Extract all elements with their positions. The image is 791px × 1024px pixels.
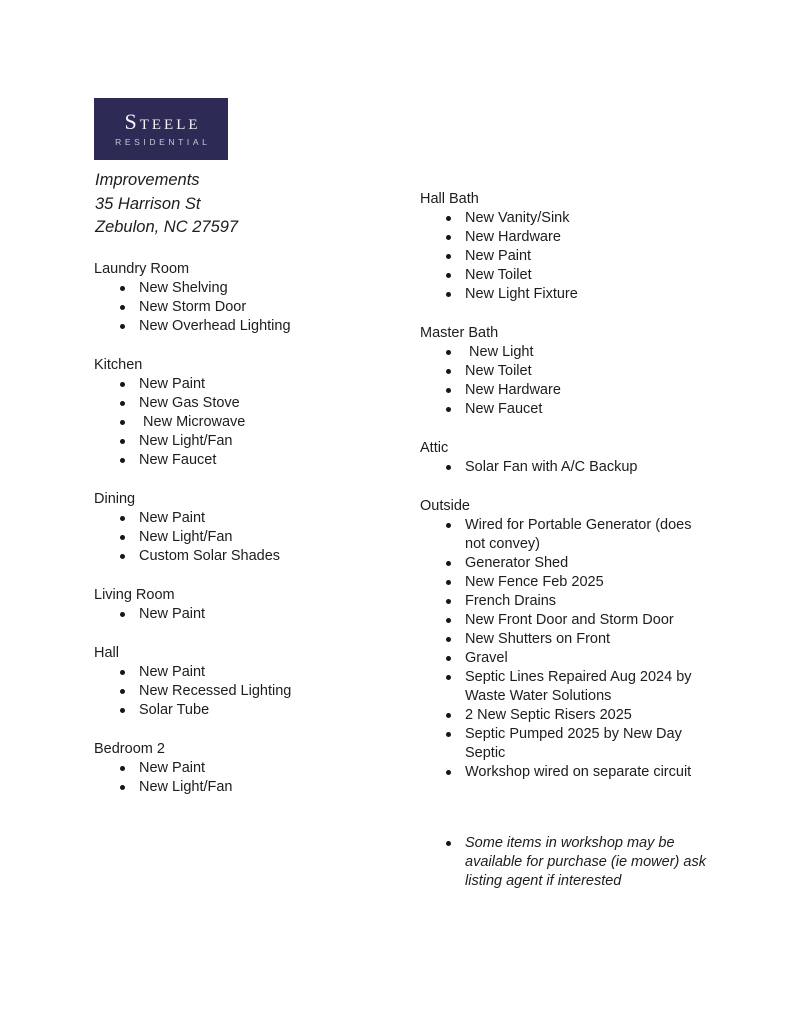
section-title: Attic bbox=[420, 440, 449, 456]
list-item: New Vanity/Sink bbox=[420, 209, 711, 228]
list-item: New Paint bbox=[94, 605, 385, 624]
document-header bbox=[95, 169, 238, 240]
item-list bbox=[420, 209, 732, 304]
list-item: New Faucet bbox=[94, 451, 385, 470]
list-item: New Recessed Lighting bbox=[94, 682, 385, 701]
list-item: New Light/Fan bbox=[94, 778, 385, 797]
list-item: Workshop wired on separate circuit bbox=[420, 763, 711, 782]
list-item: 2 New Septic Risers 2025 bbox=[420, 706, 711, 725]
item-list bbox=[420, 458, 732, 477]
list-item: Custom Solar Shades bbox=[94, 547, 385, 566]
list-item: New Toilet bbox=[420, 266, 711, 285]
section-master-bath bbox=[420, 324, 732, 419]
list-item: New Hardware bbox=[420, 228, 711, 247]
list-item: New Front Door and Storm Door bbox=[420, 611, 711, 630]
list-item: New Storm Door bbox=[94, 298, 385, 317]
list-item: Solar Tube bbox=[94, 701, 385, 720]
list-item: New Gas Stove bbox=[94, 394, 385, 413]
list-item: New Paint bbox=[420, 247, 711, 266]
item-list bbox=[420, 834, 732, 891]
item-list bbox=[94, 605, 406, 624]
item-list bbox=[94, 663, 406, 720]
list-item: French Drains bbox=[420, 592, 711, 611]
list-item: New Light/Fan bbox=[94, 528, 385, 547]
logo-tagline: RESIDENTIAL bbox=[115, 137, 211, 148]
item-list bbox=[420, 343, 732, 419]
list-item: New Light/Fan bbox=[94, 432, 385, 451]
section-title: Dining bbox=[94, 491, 136, 507]
list-item: New Paint bbox=[94, 375, 385, 394]
address-line-1: 35 Harrison St bbox=[95, 194, 201, 213]
list-item: New Light bbox=[420, 343, 711, 362]
list-item: New Light Fixture bbox=[420, 285, 711, 304]
list-item: New Fence Feb 2025 bbox=[420, 573, 711, 592]
section-living-room bbox=[94, 586, 406, 624]
left-column bbox=[94, 260, 406, 817]
list-item: Some items in workshop may be available for purchase (ie mower) ask listing agent if interested bbox=[420, 834, 711, 891]
list-item: New Shelving bbox=[94, 279, 385, 298]
item-list bbox=[94, 509, 406, 566]
list-item: New Paint bbox=[94, 663, 385, 682]
item-list bbox=[94, 279, 406, 336]
section-hall bbox=[94, 644, 406, 720]
list-item: New Microwave bbox=[94, 413, 385, 432]
section-bedroom-2 bbox=[94, 740, 406, 797]
address-line-2: Zebulon, NC 27597 bbox=[95, 218, 239, 236]
logo bbox=[94, 98, 228, 160]
section-title: Outside bbox=[420, 498, 470, 514]
section-title: Master Bath bbox=[420, 325, 499, 341]
list-item: New Faucet bbox=[420, 400, 711, 419]
list-item: Generator Shed bbox=[420, 554, 711, 573]
list-item: Septic Pumped 2025 by New Day Septic bbox=[420, 725, 711, 763]
right-column bbox=[420, 190, 732, 891]
section-title: Hall Bath bbox=[420, 191, 479, 207]
list-item: Septic Lines Repaired Aug 2024 by Waste Water Solutions bbox=[420, 668, 711, 706]
list-item: New Overhead Lighting bbox=[94, 317, 385, 336]
list-item: New Hardware bbox=[420, 381, 711, 400]
page-title: Improvements bbox=[95, 171, 200, 189]
list-item: New Paint bbox=[94, 509, 385, 528]
logo-name: Steele bbox=[124, 109, 201, 135]
footnote bbox=[420, 834, 732, 891]
section-laundry-room bbox=[94, 260, 406, 336]
section-attic bbox=[420, 439, 732, 477]
section-hall-bath bbox=[420, 190, 732, 304]
section-title: Bedroom 2 bbox=[94, 741, 165, 757]
list-item: New Paint bbox=[94, 759, 385, 778]
section-title: Hall bbox=[94, 645, 119, 661]
section-kitchen bbox=[94, 356, 406, 470]
item-list bbox=[94, 375, 406, 470]
item-list bbox=[94, 759, 406, 797]
section-title: Laundry Room bbox=[94, 261, 190, 277]
section-title: Living Room bbox=[94, 587, 175, 603]
list-item: Wired for Portable Generator (does not convey) bbox=[420, 516, 711, 554]
item-list bbox=[420, 516, 732, 782]
section-title: Kitchen bbox=[94, 357, 143, 373]
list-item: Solar Fan with A/C Backup bbox=[420, 458, 711, 477]
section-dining bbox=[94, 490, 406, 566]
section-outside bbox=[420, 497, 732, 782]
list-item: Gravel bbox=[420, 649, 711, 668]
list-item: New Shutters on Front bbox=[420, 630, 711, 649]
list-item: New Toilet bbox=[420, 362, 711, 381]
